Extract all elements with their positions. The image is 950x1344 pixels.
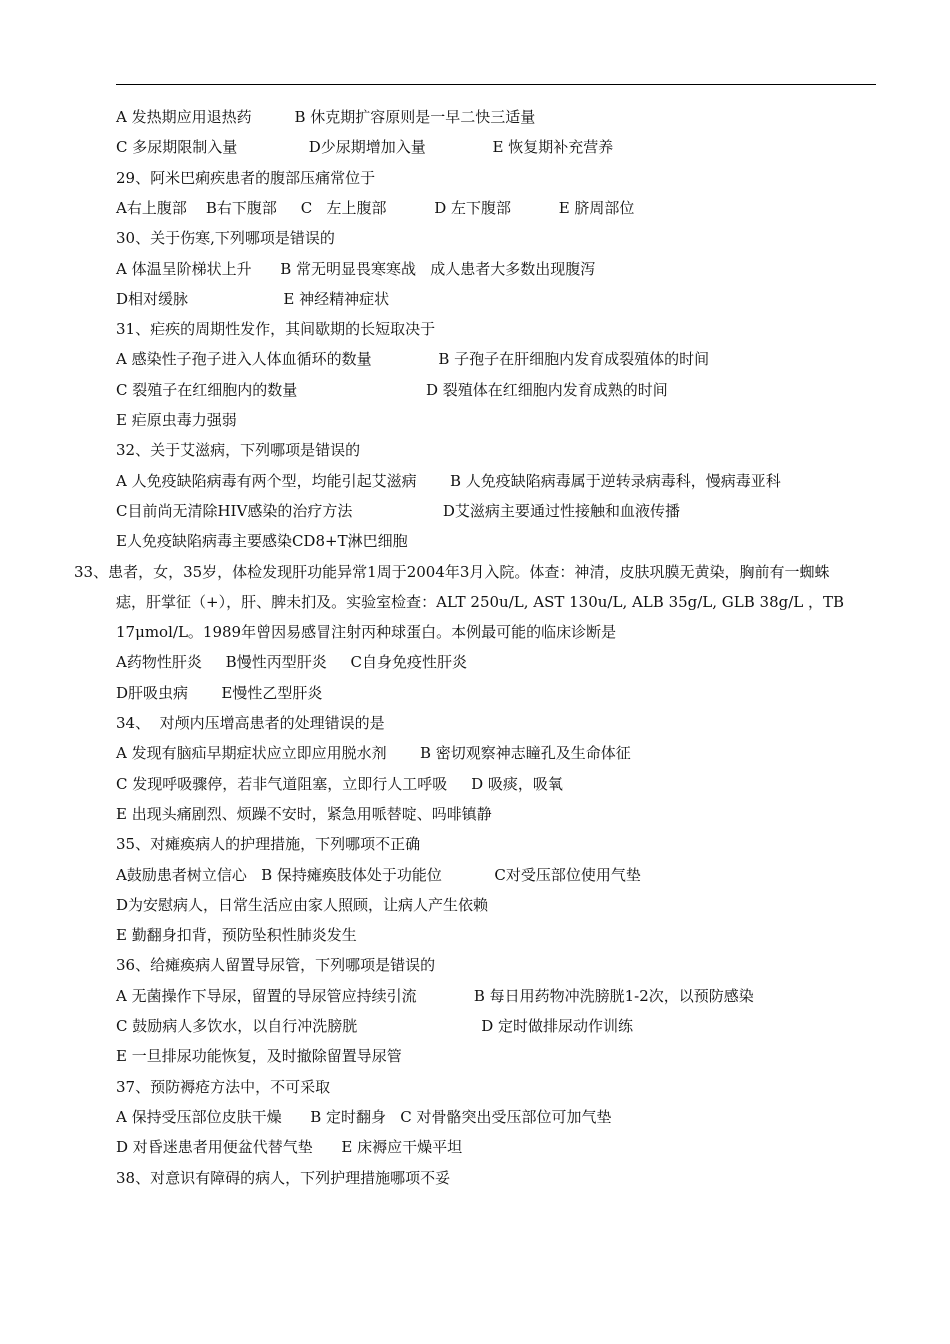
question-35: 35、对瘫痪病人的护理措施，下列哪项不正确 <box>116 835 421 854</box>
text-line: A 无菌操作下导尿，留置的导尿管应持续引流 B 每日用药物冲洗膀胱1-2次，以预防感染 <box>116 986 754 1005</box>
question-34: 34、 对颅内压增高患者的处理错误的是 <box>116 714 385 732</box>
question-36: 36、给瘫痪病人留置导尿管，下列哪项是错误的 <box>116 956 436 975</box>
text-line: 17μmol/L。1989年曾因易感冒注射丙种球蛋白。本例最可能的临床诊断是 <box>116 623 617 642</box>
text-line: E 勤翻身扣背，预防坠积性肺炎发生 <box>116 926 357 945</box>
text-line: C 多尿期限制入量 D少尿期增加入量 E 恢复期补充营养 <box>116 138 614 157</box>
text-line: C 裂殖子在红细胞内的数量 D 裂殖体在红细胞内发育成熟的时间 <box>116 380 668 399</box>
question-31: 31、疟疾的周期性发作，其间歇期的长短取决于 <box>116 320 436 339</box>
text-line: E 一旦排尿功能恢复，及时撤除留置导尿管 <box>116 1047 402 1066</box>
text-line: A 体温呈阶梯状上升 B 常无明显畏寒寒战 成人患者大多数出现腹泻 <box>116 259 596 278</box>
text-line: C目前尚无清除HIV感染的治疗方法 D艾滋病主要通过性接触和血液传播 <box>116 501 680 520</box>
question-29: 29、阿米巴痢疾患者的腹部压痛常位于 <box>116 168 376 187</box>
text-line: D 对昏迷患者用便盆代替气垫 E 床褥应干燥平坦 <box>116 1138 463 1157</box>
text-line: A右上腹部 B右下腹部 C 左上腹部 D 左下腹部 E 脐周部位 <box>116 198 635 217</box>
text-line: A 发热期应用退热药 B 休克期扩容原则是一早二快三适量 <box>116 108 536 126</box>
text-line: D为安慰病人，日常生活应由家人照顾，让病人产生依赖 <box>116 895 489 914</box>
text-line: A 发现有脑疝早期症状应立即应用脱水剂 B 密切观察神志瞳孔及生命体征 <box>116 744 631 763</box>
text-line: E人免疫缺陷病毒主要感染CD8+T淋巴细胞 <box>116 532 408 551</box>
text-line: C 发现呼吸骤停，若非气道阻塞，立即行人工呼吸 D 吸痰，吸氧 <box>116 774 563 793</box>
text-line: 痣，肝掌征（+），肝、脾未扪及。实验室检查：ALT 250u/L, AST 130u/L, ALB 35g/L, GLB 38g/L ，TB <box>116 592 845 611</box>
question-38: 38、对意识有障碍的病人，下列护理措施哪项不妥 <box>116 1168 451 1187</box>
question-32: 32、关于艾滋病，下列哪项是错误的 <box>116 441 361 460</box>
text-line: C 鼓励病人多饮水，以自行冲洗膀胱 D 定时做排尿动作训练 <box>116 1017 634 1035</box>
text-line: A鼓励患者树立信心 B 保持瘫痪肢体处于功能位 C对受压部位使用气垫 <box>116 865 641 884</box>
text-line: A 感染性子孢子进入人体血循环的数量 B 子孢子在肝细胞内发育成裂殖体的时间 <box>116 350 710 369</box>
text-line: D肝吸虫病 E慢性乙型肝炎 <box>116 683 323 702</box>
question-33: 33、患者，女，35岁，体检发现肝功能异常1周于2004年3月入院。体查：神清，皮肤巩膜无黄染，胸前有一蜘蛛 <box>74 562 830 581</box>
text-line: A 保持受压部位皮肤干燥 B 定时翻身 C 对骨骼突出受压部位可加气垫 <box>116 1107 612 1126</box>
text-line: E 疟原虫毒力强弱 <box>116 411 237 429</box>
header-rule <box>116 84 876 85</box>
text-line: A 人免疫缺陷病毒有两个型，均能引起艾滋病 B 人免疫缺陷病毒属于逆转录病毒科，慢病毒亚科 <box>116 471 781 490</box>
text-line: D相对缓脉 E 神经精神症状 <box>116 289 390 308</box>
question-30: 30、关于伤寒,下列哪项是错误的 <box>116 229 335 248</box>
question-37: 37、预防褥疮方法中，不可采取 <box>116 1077 331 1096</box>
text-line: E 出现头痛剧烈、烦躁不安时，紧急用哌替啶、吗啡镇静 <box>116 804 492 823</box>
text-line: A药物性肝炎 B慢性丙型肝炎 C自身免疫性肝炎 <box>116 653 468 672</box>
